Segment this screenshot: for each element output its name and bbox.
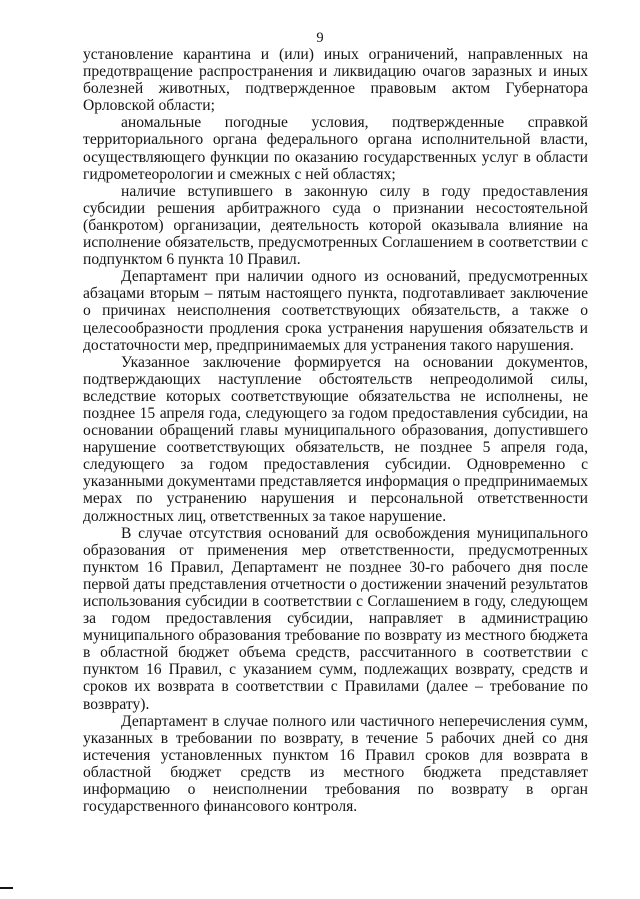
document-body bbox=[83, 46, 588, 815]
paragraph-quarantine: установление карантина и (или) иных ограничений, направленных на предотвращение распространения и ликвидацию очагов заразных и иных болезней животных, подтвержденное правовым актом Губернатора Орловской области; bbox=[83, 46, 588, 115]
page-number: 9 bbox=[316, 30, 324, 46]
paragraph-weather: аномальные погодные условия, подтвержденные справкой территориального органа федерального органа исполнительной власти, осуществляющего функции по оказанию государственных услуг в области гидрометеорологии и смежных с ней областях; bbox=[83, 114, 588, 183]
scan-edge-mark bbox=[0, 887, 13, 889]
paragraph-refund-requirement: В случае отсутствия оснований для освобождения муниципального образования от применения мер ответственности, предусмотренных пунктом 16 Правил, Департамент не позднее 30-го рабочего дня после первой даты представления отчетности о достижении значений результатов использования субсидии в соответствии с Соглашением в году, следующем за годом предоставления субсидии, направляет в администрацию муниципального образования требование по возврату из местного бюджета в областной бюджет объема средств, рассчитанного в соответствии с пунктом 16 Правил, с указанием сумм, подлежащих возврату, средств и сроков их возврата в соответствии с Правилами (далее – требование по возврату). bbox=[83, 524, 588, 713]
paragraph-department-conclusion: Департамент при наличии одного из оснований, предусмотренных абзацами вторым – пятым настоящего пункта, подготавливает заключение о причинах неисполнения соответствующих обязательств, а также о целесообразности продления срока устранения нарушения обязательств и достаточности мер, предпринимаемых для устранения такого нарушения. bbox=[83, 268, 588, 354]
paragraph-nonpayment: Департамент в случае полного или частичного неперечисления сумм, указанных в требовании по возврату, в течение 5 рабочих дней со дня истечения установленных пунктом 16 Правил сроков для возврата в областной бюджет средств из местного бюджета представляет информацию о неисполнении требования по возврату в орган государственного финансового контроля. bbox=[83, 712, 588, 816]
paragraph-conclusion-basis: Указанное заключение формируется на основании документов, подтверждающих наступление обстоятельств непреодолимой силы, вследствие которых соответствующие обязательства не исполнены, не позднее 15 апреля года, следующего за годом предоставления субсидии, на основании обращений главы муниципального образования, допустившего нарушение соответствующих обязательств, не позднее 5 апреля года, следующего за годом предоставления субсидии. Одновременно с указанными документами представляется информация о предпринимаемых мерах по устранению нарушения и персональной ответственности должностных лиц, ответственных за такое нарушение. bbox=[83, 353, 588, 525]
paragraph-court-decision: наличие вступившего в законную силу в году предоставления субсидии решения арбитражного суда о признании несостоятельной (банкротом) организации, деятельность которой оказывала влияние на исполнение обязательств, предусмотренных Соглашением в соответствии с подпунктом 6 пункта 10 Правил. bbox=[83, 182, 588, 269]
